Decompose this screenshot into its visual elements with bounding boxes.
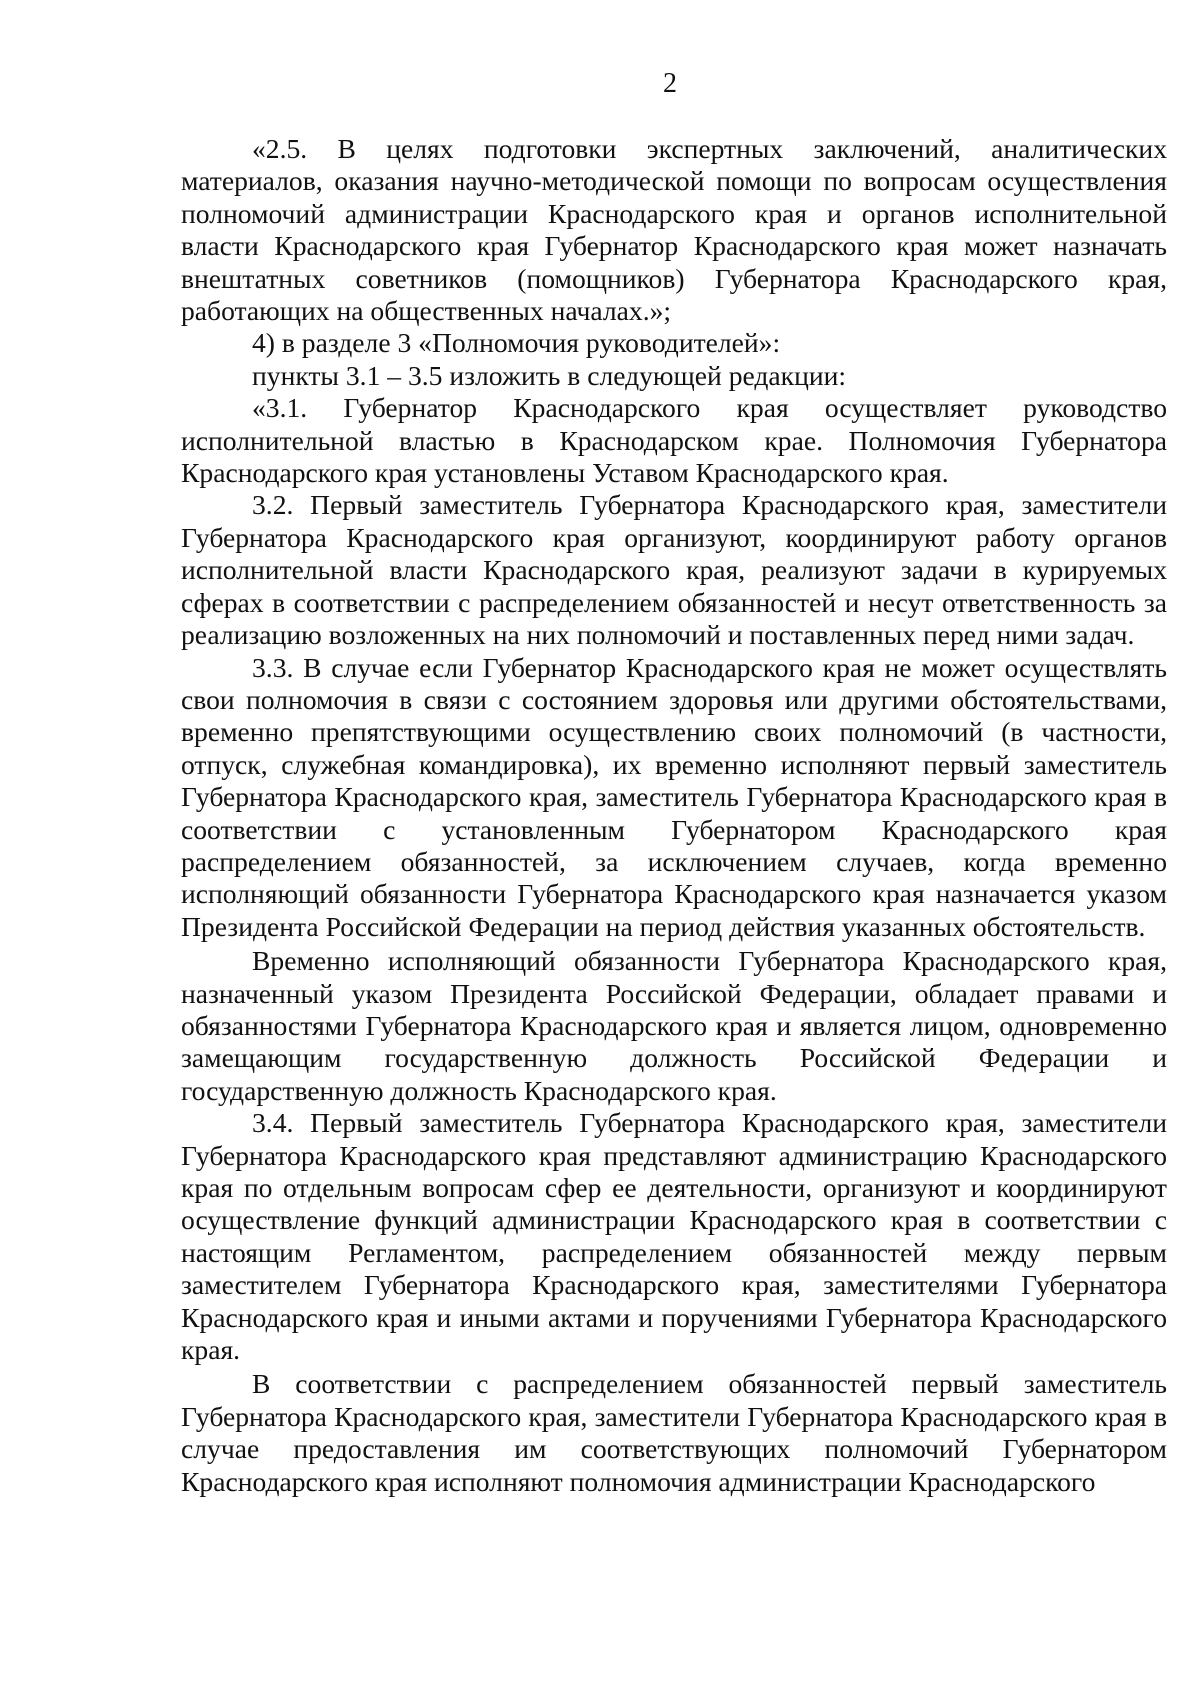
- paragraph-duties-distribution: В соответствии с распределением обязанностей первый заместитель Губернатора Краснодарского края, заместители Губернатора Краснодарского края в случае предоставления им соответствующих полномочий Губернатором Краснодарского края исполняют полномочия администрации Краснодарского: [181, 1368, 1167, 1497]
- paragraph-3-2: 3.2. Первый заместитель Губернатора Краснодарского края, заместители Губернатора Краснодарского края организуют, координируют работу органов исполнительной власти Краснодарского края, реализуют задачи в курируемых сферах в соответствии с распределением обязанностей и несут ответственность за реализацию возложенных на них полномочий и поставленных перед ними задач.: [181, 489, 1167, 651]
- page-number: 2: [663, 68, 677, 99]
- paragraph-2-5: «2.5. В целях подготовки экспертных заключений, аналитических материалов, оказания научно-методической помощи по вопросам осуществления полномочий администрации Краснодарского края и органов исполнительной власти Краснодарского края Губернатор Краснодарского края может назначать внештатных советников (помощников) Губернатора Краснодарского края, работающих на общественных началах.»;: [181, 133, 1167, 327]
- paragraph-section-3-amendment: 4) в разделе 3 «Полномочия руководителей»:: [252, 327, 781, 359]
- document-body: [181, 133, 1167, 1498]
- paragraph-items-3-1-3-5: пункты 3.1 – 3.5 изложить в следующей редакции:: [252, 359, 847, 391]
- paragraph-3-3: 3.3. В случае если Губернатор Краснодарского края не может осуществлять свои полномочия в связи с состоянием здоровья или другими обстоятельствами, временно препятствующими осуществлению своих полномочий (в частности, отпуск, служебная командировка), их временно исполняют первый заместитель Губернатора Краснодарского края, заместитель Губернатора Краснодарского края в соответствии с установленным Губернатором Краснодарского края распределением обязанностей, за исключением случаев, когда временно исполняющий обязанности Губернатора Краснодарского края назначается указом Президента Российской Федерации на период действия указанных обстоятельств.: [181, 651, 1167, 942]
- paragraph-acting-governor: Временно исполняющий обязанности Губернатора Краснодарского края, назначенный указом Президента Российской Федерации, обладает правами и обязанностями Губернатора Краснодарского края и является лицом, одновременно замещающим государственную должность Российской Федерации и государственную должность Краснодарского края.: [181, 945, 1167, 1106]
- paragraph-3-4: 3.4. Первый заместитель Губернатора Краснодарского края, заместители Губернатора Краснодарского края представляют администрацию Краснодарского края по отдельным вопросам сфер ее деятельности, организуют и координируют осуществление функций администрации Краснодарского края в соответствии с настоящим Регламентом, распределением обязанностей между первым заместителем Губернатора Краснодарского края, заместителями Губернатора Краснодарского края и иными актами и поручениями Губернатора Краснодарского края.: [181, 1107, 1167, 1366]
- paragraph-3-1: «3.1. Губернатор Краснодарского края осуществляет руководство исполнительной властью в Краснодарском крае. Полномочия Губернатора Краснодарского края установлены Уставом Краснодарского края.: [181, 392, 1167, 489]
